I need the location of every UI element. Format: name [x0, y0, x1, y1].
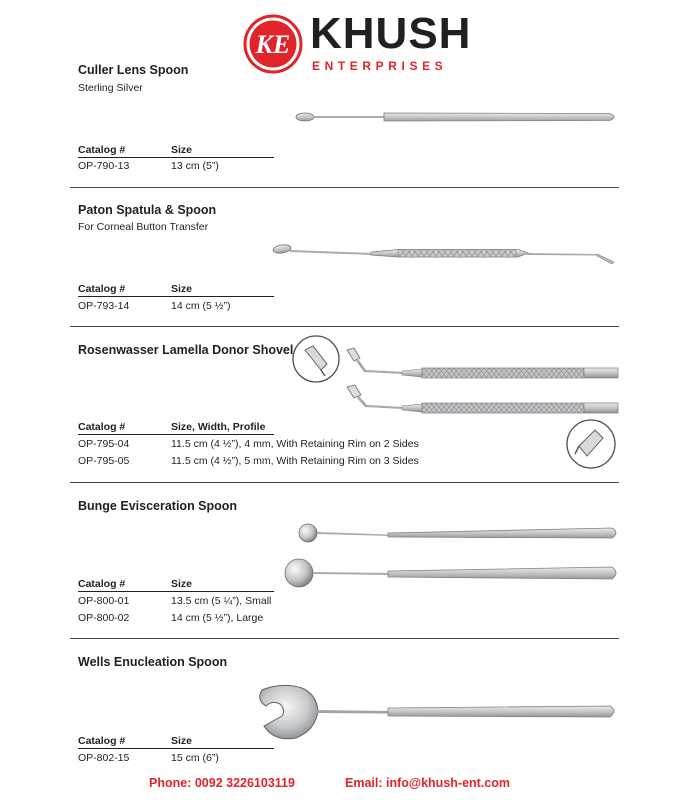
wells-spoon-image	[252, 680, 622, 744]
table-header-rule	[78, 748, 274, 749]
column-header-size: Size	[171, 735, 193, 747]
table-header-rule	[78, 434, 274, 435]
catalog-number: OP-800-02	[78, 612, 130, 624]
shovel-rim-detail-icon	[565, 418, 617, 470]
product-title: Wells Enucleation Spoon	[78, 655, 228, 669]
catalog-number: OP-795-04	[78, 438, 130, 450]
table-header-rule	[78, 296, 274, 297]
column-header-catalog: Catalog #	[78, 578, 126, 590]
size-value: 11.5 cm (4 ½”), 5 mm, With Retaining Rim on 3 Sides	[171, 455, 419, 467]
phone-number[interactable]: 0092 3226103119	[194, 776, 295, 790]
paton-spatula-spoon-image	[268, 240, 620, 268]
size-value: 14 cm (5 ½”)	[171, 300, 231, 312]
table-header-rule	[78, 591, 274, 592]
product-subtitle: Sterling Silver	[78, 82, 143, 94]
catalog-number: OP-793-14	[78, 300, 130, 312]
table-header-rule	[78, 157, 274, 158]
column-header-catalog: Catalog #	[78, 735, 126, 747]
catalog-number: OP-790-13	[78, 160, 130, 172]
size-value: 13.5 cm (5 ¼”), Small	[171, 595, 272, 607]
section-divider	[70, 482, 619, 483]
column-header-size: Size	[171, 283, 193, 295]
column-header-catalog: Catalog #	[78, 421, 126, 433]
bunge-spoon-large-image	[282, 556, 622, 590]
size-value: 14 cm (5 ½”), Large	[171, 612, 264, 624]
product-title: Rosenwasser Lamella Donor Shovel	[78, 343, 294, 357]
footer-email	[345, 776, 510, 790]
brand-subtitle: ENTERPRISES	[312, 59, 448, 73]
size-value: 11.5 cm (4 ½”), 4 mm, With Retaining Rim on 2 Sides	[171, 438, 419, 450]
column-header-catalog: Catalog #	[78, 144, 126, 156]
section-divider	[70, 638, 619, 639]
catalog-number: OP-795-05	[78, 455, 130, 467]
column-header-catalog: Catalog #	[78, 283, 126, 295]
logo-initials: KE	[255, 30, 291, 59]
section-divider	[70, 326, 619, 327]
culler-lens-spoon-image	[292, 106, 622, 128]
email-label: Email:	[345, 776, 383, 790]
shovel-tip-detail-icon	[291, 334, 341, 384]
size-value: 13 cm (5”)	[171, 160, 219, 172]
shovel-4mm-image	[344, 344, 622, 380]
logo-badge-icon	[243, 14, 303, 74]
product-subtitle: For Corneal Button Transfer	[78, 221, 209, 233]
column-header-size: Size	[171, 144, 193, 156]
product-title: Bunge Evisceration Spoon	[78, 499, 238, 513]
catalog-number: OP-800-01	[78, 595, 130, 607]
email-address[interactable]: info@khush-ent.com	[386, 776, 510, 790]
footer-phone	[149, 776, 295, 790]
shovel-5mm-image	[344, 383, 622, 415]
brand-name: KHUSH	[310, 9, 472, 58]
column-header-size: Size	[171, 578, 193, 590]
column-header-size: Size, Width, Profile	[171, 421, 266, 433]
size-value: 15 cm (6”)	[171, 752, 219, 764]
product-title: Paton Spatula & Spoon	[78, 203, 217, 217]
bunge-spoon-small-image	[290, 518, 622, 548]
section-divider	[70, 187, 619, 188]
catalog-number: OP-802-15	[78, 752, 130, 764]
product-title: Culler Lens Spoon	[78, 63, 189, 77]
phone-label: Phone:	[149, 776, 192, 790]
